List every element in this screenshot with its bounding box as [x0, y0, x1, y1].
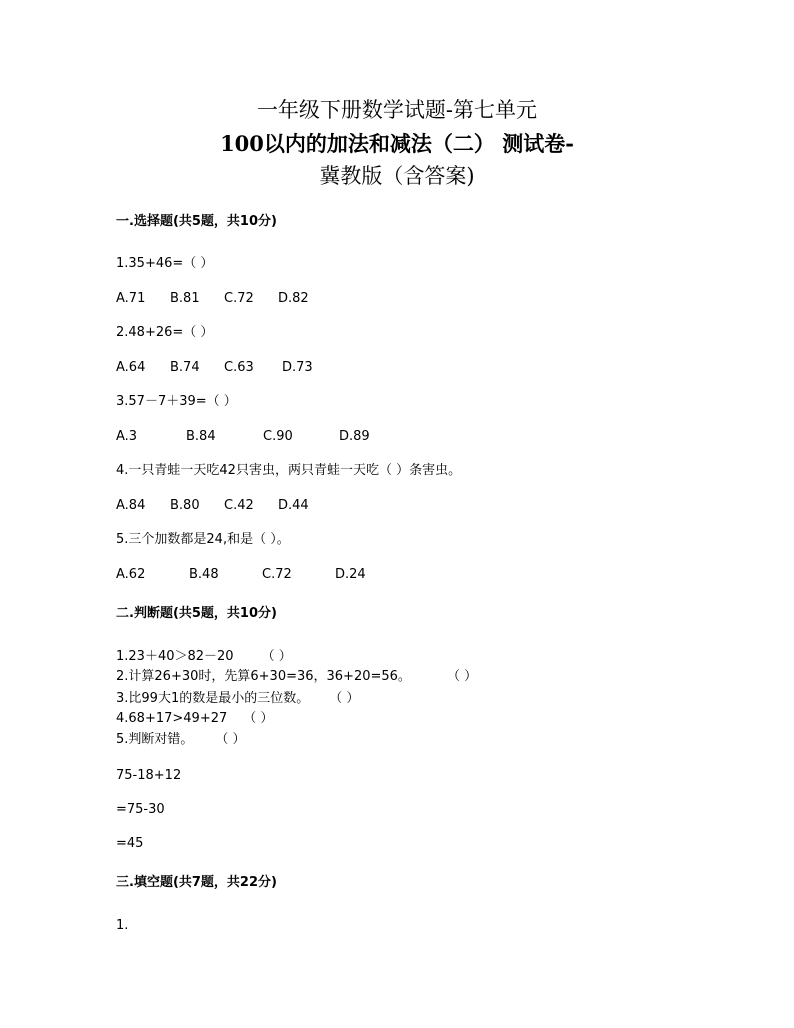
judgment-item-4-text: 4.68+17>49+27 — [116, 711, 228, 726]
judgment-item-5 — [116, 731, 246, 749]
fill-in-item-1: 1. — [116, 918, 129, 933]
question-2-options — [116, 359, 313, 377]
judgment-item-3 — [116, 690, 359, 708]
option-b: B.74 — [170, 360, 200, 375]
option-d: D.24 — [335, 567, 366, 582]
option-b: B.81 — [170, 291, 200, 306]
title-line-3: 冀教版（含答案) — [319, 164, 475, 188]
option-c: C.90 — [263, 429, 293, 444]
section-heading-fill-in: 三.填空题(共7题，共22分) — [116, 875, 277, 890]
option-b: B.80 — [170, 498, 200, 513]
judgment-item-2-text: 2.计算26+30时，先算6+30=36，36+20=56。 — [116, 669, 411, 684]
option-c: C.63 — [224, 360, 254, 375]
judgment-item-3-text: 3.比99大1的数是最小的三位数。 — [116, 691, 310, 706]
answer-blank: （ ） — [243, 711, 274, 726]
judgment-item-5-text: 5.判断对错。 — [116, 732, 194, 747]
question-3-options — [116, 428, 370, 446]
option-d: D.82 — [278, 291, 309, 306]
answer-blank: （ ） — [329, 691, 360, 706]
question-1: 1.35+46=（ ） — [116, 256, 214, 271]
section-heading-choice: 一.选择题(共5题，共10分) — [116, 214, 277, 229]
answer-blank: （ ） — [261, 649, 292, 664]
title-line-1: 一年级下册数学试题-第七单元 — [256, 98, 538, 122]
question-4-options — [116, 497, 309, 515]
calc-line-1: 75-18+12 — [116, 768, 182, 783]
option-c: C.72 — [262, 567, 292, 582]
answer-blank: （ ） — [446, 669, 478, 684]
question-1-options — [116, 290, 309, 308]
question-5-options — [116, 566, 366, 584]
option-a: A.71 — [116, 291, 146, 306]
option-c: C.72 — [224, 291, 254, 306]
judgment-item-4 — [116, 710, 273, 728]
option-b: B.48 — [189, 567, 219, 582]
judgment-item-1 — [116, 648, 292, 666]
section-heading-judgment: 二.判断题(共5题，共10分) — [116, 606, 277, 621]
question-5: 5.三个加数都是24,和是（ ）。 — [116, 532, 290, 547]
question-2: 2.48+26=（ ） — [116, 325, 214, 340]
calc-line-3: =45 — [116, 836, 144, 851]
option-b: B.84 — [186, 429, 216, 444]
option-d: D.89 — [339, 429, 370, 444]
option-c: C.42 — [224, 498, 254, 513]
question-4: 4.一只青蛙一天吃42只害虫，两只青蛙一天吃（ ）条害虫。 — [116, 463, 462, 478]
calc-line-2: =75-30 — [116, 802, 165, 817]
option-d: D.73 — [282, 360, 313, 375]
title-line-2: 100以内的加法和减法（二） 测试卷- — [220, 131, 574, 156]
option-a: A.84 — [116, 498, 146, 513]
answer-blank: （ ） — [215, 732, 246, 747]
option-a: A.62 — [116, 567, 146, 582]
option-a: A.3 — [116, 429, 138, 444]
judgment-item-1-text: 1.23＋40＞82－20 — [116, 649, 234, 664]
judgment-item-2 — [116, 668, 477, 686]
option-a: A.64 — [116, 360, 146, 375]
option-d: D.44 — [278, 498, 309, 513]
question-3: 3.57－7＋39=（ ） — [116, 394, 237, 409]
